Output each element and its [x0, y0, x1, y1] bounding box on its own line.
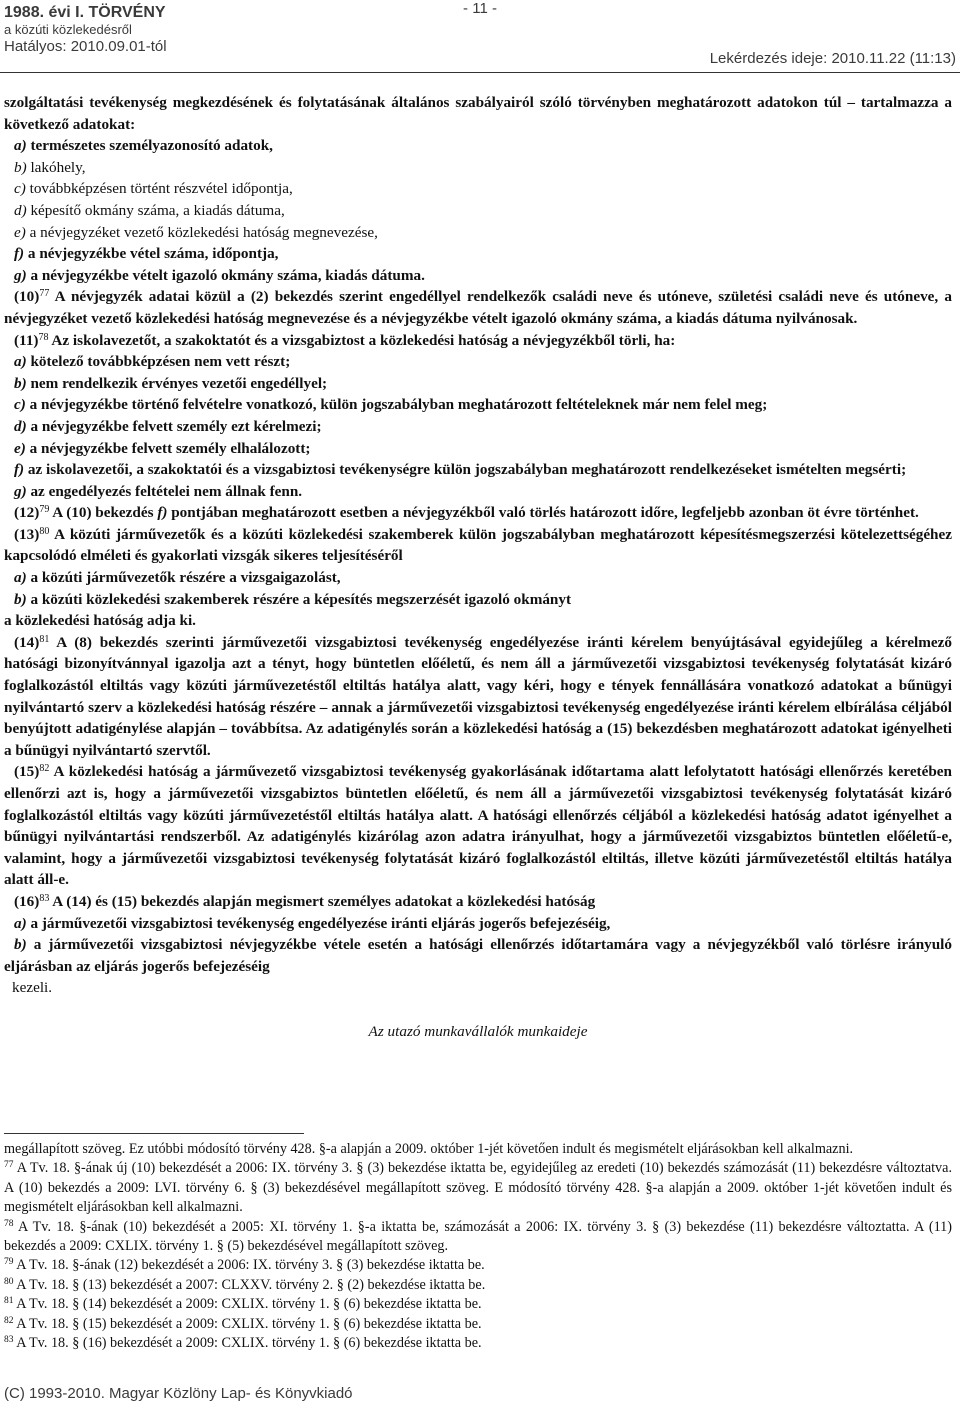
- list-item: c) a névjegyzékbe történő felvételre vonatkozó, külön jogszabályban meghatározott feltételeknek már nem felel meg;: [14, 396, 768, 414]
- item-label: f): [14, 245, 25, 263]
- list-item: a) kötelező továbbképzésen nem vett részt;: [14, 353, 291, 371]
- list-item: e) a névjegyzéket vezető közlekedési hatóság megnevezése,: [14, 223, 378, 241]
- page-footer: (C) 1993-2010. Magyar Közlöny Lap- és Könyvkiadó: [4, 1385, 353, 1402]
- item-label: e): [14, 223, 26, 241]
- paragraph-10: $(10)^{77}$ A névjegyzék adatai közül a (2) bekezdés szerint engedéllyel rendelkezők családi neve és utóneve, születési családi neve és utóneve, a névjegyzéket vezető közlekedési hatóság megnevezése és a névjegyzékbe vételt igazoló okmány száma, a kiadás dátuma nyilvánosak.: [4, 288, 952, 327]
- list-item: d) képesítő okmány száma, a kiadás dátuma,: [14, 201, 285, 219]
- paragraph-13-end: a közlekedési hatóság adja ki.: [4, 612, 196, 630]
- footnote: $^{79}$ A Tv. 18. §-ának (12) bekezdését a 2006: IX. törvény 3. § (3) bekezdése iktatta be.: [4, 1257, 485, 1274]
- section-title: Az utazó munkavállalók munkaideje: [368, 1022, 588, 1040]
- list-item: e) a névjegyzékbe felvett személy elhalálozott;: [14, 439, 311, 457]
- paragraph-12: $(12)^{79}$ A (10) bekezdés f) pontjában meghatározott esetben a névjegyzékből való törlés határozott időre, legfeljebb azonban öt évre történhet.: [14, 504, 919, 522]
- paragraph-13: $(13)^{80}$ A közúti járművezetők és a közúti közlekedési szakemberek külön jogszabályban meghatározott képesítésmegszerzési kötelezettségéhez kapcsolódó elméleti és gyakorlati vizsgák sikeres teljesítéséről: [4, 525, 952, 565]
- header-divider: [0, 72, 960, 73]
- footnote: $^{83}$ A Tv. 18. § (16) bekezdését a 2009: CXLIX. törvény 1. § (6) bekezdése iktatta be.: [4, 1335, 482, 1352]
- list-item: c) továbbképzésen történt részvétel időpontja,: [14, 180, 293, 198]
- paragraph-11: $(11)^{78}$ Az iskolavezetőt, a szakoktatót és a vizsgabiztost a közlekedési hatóság a névjegyzékből törli, ha:: [14, 331, 676, 349]
- list-item: f) a névjegyzékbe vétel száma, időpontja,: [14, 245, 279, 263]
- list-item: a) természetes személyazonosító adatok,: [14, 137, 273, 155]
- list-item: f) az iskolavezetői, a szakoktatói és a vizsgabiztosi tevékenységre külön jogszabályban meghatározott rendelkezéseket ismételten megsérti;: [14, 461, 907, 479]
- footnote-divider: [4, 1133, 304, 1134]
- list-item: g) az engedélyezés feltételei nem állnak fenn.: [14, 482, 303, 500]
- footnote-ref[interactable]: 83: [39, 892, 50, 904]
- item-label: b): [14, 158, 27, 176]
- list-item: a) a járművezetői vizsgabiztosi tevékenység engedélyezése iránti eljárás jogerős befejezéséig,: [14, 914, 611, 932]
- footnote-ref[interactable]: 77: [39, 288, 50, 300]
- footnote-ref[interactable]: 80: [39, 525, 50, 537]
- list-item: b) nem rendelkezik érvényes vezetői engedéllyel;: [14, 374, 328, 392]
- footnote: $^{81}$ A Tv. 18. § (14) bekezdését a 2009: CXLIX. törvény 1. § (6) bekezdése iktatta be.: [4, 1296, 482, 1313]
- list-item: b) a járművezetői vizsgabiztosi névjegyzékbe vétele esetén a hatósági ellenőrzés időtartamára vagy a névjegyzékből való törlésre irányuló eljárásban az eljárás jogerős befejezéséig: [4, 936, 952, 975]
- page-number: - 11 -: [463, 0, 497, 17]
- footnote-ref[interactable]: 82: [39, 763, 50, 775]
- valid-from: Hatályos: 2010.09.01-tól: [4, 38, 167, 55]
- list-item: a) a közúti járművezetők részére a vizsgaigazolást,: [14, 569, 341, 587]
- footnote: $^{77}$ A Tv. 18. §-ának új (10) bekezdését a 2006: IX. törvény 3. § (3) bekezdése iktatta be, egyidejűleg az eredeti (10) bekezdés számozását (11) bekezdésre változtatva. A (10) bekezdés a 2009: LVI. törvény 6. § (3) bekezdésével megállapított szöveg. E módosító törvény 428. §-a alapján a 2009. október 1-jét követően indult és megismételt eljárásokban kell alkalmazni.: [4, 1160, 952, 1216]
- query-time: Lekérdezés ideje: 2010.11.22 (11:13): [709, 50, 956, 67]
- paragraph-16-end: kezeli.: [12, 979, 53, 997]
- footnote-carryover: megállapított szöveg. Ez utóbbi módosító törvény 428. §-a alapján a 2009. október 1-jét követően indult és megismételt eljárásokban kell alkalmazni.: [4, 1141, 854, 1157]
- footnote-ref[interactable]: 78: [38, 331, 49, 343]
- item-label: c): [14, 180, 26, 198]
- footnote-ref[interactable]: 81: [39, 633, 50, 645]
- intro-paragraph: szolgáltatási tevékenység megkezdésének és folytatásának általános szabályairól szóló törvényben meghatározott adatokon túl – tartalmazza a következő adatokat:: [4, 94, 952, 133]
- footnote: $^{82}$ A Tv. 18. § (15) bekezdését a 2009: CXLIX. törvény 1. § (6) bekezdése iktatta be.: [4, 1315, 482, 1332]
- law-title: 1988. évi I. TÖRVÉNY: [4, 4, 166, 21]
- list-item: d) a névjegyzékbe felvett személy ezt kérelmezi;: [14, 417, 322, 435]
- item-label: g): [14, 266, 27, 284]
- footnote: $^{80}$ A Tv. 18. § (13) bekezdését a 2007: CLXXV. törvény 2. § (2) bekezdése iktatta be.: [4, 1276, 486, 1293]
- list-item: g) a névjegyzékbe vételt igazoló okmány száma, kiadás dátuma.: [14, 266, 425, 284]
- paragraph-16: $(16)^{83}$ A (14) és (15) bekezdés alapján megismert személyes adatokat a közlekedési hatóság: [14, 892, 596, 910]
- footnote: $^{78}$ A Tv. 18. §-ának (10) bekezdését a 2005: XI. törvény 1. §-a iktatta be, számozását a 2006: IX. törvény 3. § (3) bekezdése (11) bekezdésre változtatta. A (11) bekezdés a 2009: CXLIX. törvény 1. § (5) bekezdésével megállapított szöveg.: [4, 1218, 952, 1255]
- item-label: a): [14, 137, 27, 155]
- paragraph-14: $(14)^{81}$ A (8) bekezdés szerinti járművezetői vizsgabiztosi tevékenység engedélyezése iránti kérelem benyújtásával egyidejűleg a kérelmező hatósági bizonyítvánnyal igazolja azt a tényt, hogy büntetlen előéletű, és nem áll a járművezetői vizsgabiztosi tevékenység folytatását kizáró foglalkozástól eltiltás vagy közúti járművezetéstől eltiltás hatálya alatt, vagy kéri, hogy e tények fennállására vonatkozó adatokat a bűnügyi nyilvántartó szerv a közlekedési hatóság részére – annak a járművezetői vizsgabiztosi tevékenység engedélyezése iránti kérelem elbírálása céljából benyújtott adatigénylése alapján – továbbítsa. Az adatigénylés során a közlekedési hatóság a (15) bekezdésben meghatározott adatokat igényelheti a bűnügyi nyilvántartó szervtől.: [4, 633, 952, 759]
- list-item: b) a közúti közlekedési szakemberek részére a képesítés megszerzését igazoló okmányt: [14, 590, 572, 608]
- law-body: [4, 92, 952, 1043]
- law-subtitle: a közúti közlekedésről: [4, 22, 132, 37]
- item-label: d): [14, 201, 27, 219]
- list-item: b) lakóhely,: [14, 158, 86, 176]
- footnotes: [4, 1140, 952, 1353]
- footnote-ref[interactable]: 79: [39, 504, 50, 516]
- paragraph-15: $(15)^{82}$ A közlekedési hatóság a járművezető vizsgabiztosi tevékenység gyakorlásának időtartama alatt lefolytatott hatósági ellenőrzés keretében ellenőrzi azt is, hogy a járművezetői vizsgabiztos büntetlen előéletű, és nem áll a járművezetői vizsgabiztosi tevékenység folytatását kizáró foglalkozástól eltiltás vagy közúti járművezetéstől eltiltás hatálya alatt. A hatósági ellenőrzés céljából a közlekedési hatóság adatot igényelhet a bűnügyi nyilvántartási rendszerből. Az adatigénylés kizárólag azon adatra irányulhat, hogy a járművezetői vizsgabiztos büntetlen előéletű-e, valamint, hogy a járművezetői vizsgabiztosi tevékenység folytatását kizáró foglalkozástól eltiltás, illetve közúti járművezetéstől eltiltás hatálya alatt áll-e.: [4, 763, 952, 889]
